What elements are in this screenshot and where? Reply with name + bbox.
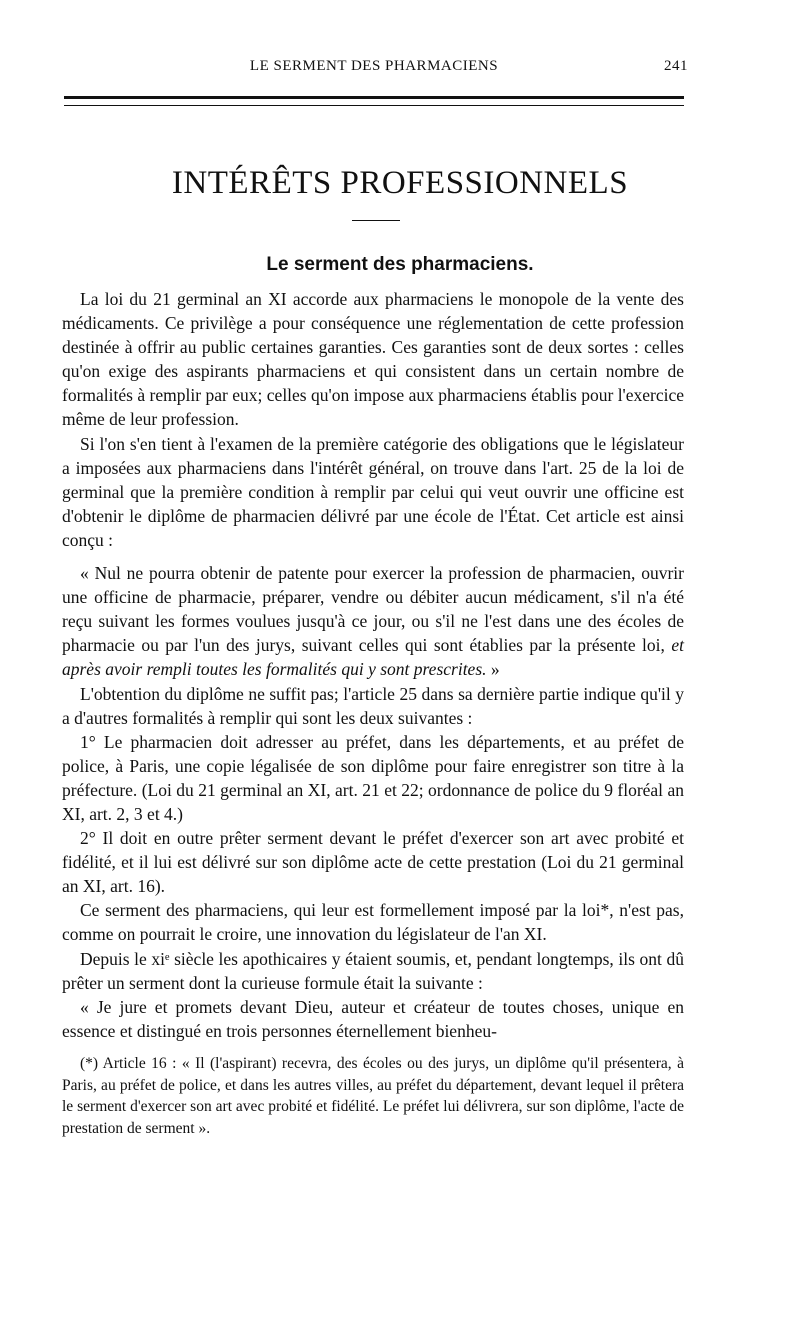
- section-title: INTÉRÊTS PROFESSIONNELS: [171, 165, 629, 201]
- paragraph: Si l'on s'en tient à l'examen de la première catégorie des obligations que le législateur a imposées aux pharmaciens dans l'intérêt général, on trouve dans l'art. 25 de la loi de germinal que la première condition à remplir par celui qui veut ouvrir une officine est d'obtenir le diplôme de pharmacien délivré par une école de l'État. Cet article est ainsi conçu :: [62, 433, 684, 550]
- quote-italic: et après avoir rempli toutes les formalités qui y sont prescrites.: [62, 635, 684, 680]
- article-title: Le serment des pharmaciens.: [266, 254, 534, 275]
- law-quote: [62, 561, 684, 681]
- running-title: LE SERMENT DES PHARMACIENS: [249, 58, 499, 74]
- footnote: [62, 1053, 684, 1139]
- article-body: [62, 287, 684, 1043]
- paragraph: Depuis le xiᵉ siècle les apothicaires y étaient soumis, et, pendant longtemps, ils ont dû prêter un serment dont la curieuse formule était la suivante :: [62, 948, 684, 993]
- paragraph: « Je jure et promets devant Dieu, auteur et créateur de toutes choses, unique en essence et distingué en trois personnes éternellement bienheu-: [62, 996, 684, 1041]
- paragraph: L'obtention du diplôme ne suffit pas; l'article 25 dans sa dernière partie indique qu'il y a d'autres formalités à remplir qui sont les deux suivantes :: [62, 683, 684, 728]
- paragraph: 1° Le pharmacien doit adresser au préfet, dans les départements, et au préfet de police, à Paris, une copie légalisée de son diplôme pour faire enregistrer son titre à la préfecture. (Loi du 21 germinal an XI, art. 21 et 22; ordonnance de police du 9 floréal an XI, art. 2, 3 et 4.): [62, 731, 684, 824]
- footnote-text: (*) Article 16 : « Il (l'aspirant) recevra, des écoles ou des jurys, un diplôme qu'il présentera, à Paris, au préfet de police, et dans les autres villes, au préfet du département, devant lequel il prêtera le serment d'exercer son art avec probité et fidélité. Le préfet lui délivrera, sur son diplôme, l'acte de prestation de serment ».: [62, 1055, 684, 1137]
- quote-text: « Nul ne pourra obtenir de patente pour exercer la profession de pharmacien, ouvrir une officine de pharmacie, préparer, vendre ou débiter aucun médicament, s'il n'a été reçu suivant les formes voulues jusqu'à ce jour, ou s'il ne l'est dans une des écoles de pharmacie ou par l'un des jurys, suivant celles qui sont établies par la présente loi,: [62, 563, 684, 656]
- running-head: [64, 58, 688, 80]
- header-rule-thin: [64, 105, 684, 106]
- paragraph: Ce serment des pharmaciens, qui leur est formellement imposé par la loi*, n'est pas, comme on pourrait le croire, une innovation du législateur de l'an XI.: [62, 900, 684, 945]
- paragraph: 2° Il doit en outre prêter serment devant le préfet d'exercer son art avec probité et fidélité, et il lui est délivré sur son diplôme acte de cette prestation (Loi du 21 germinal an XI, art. 16).: [62, 828, 684, 897]
- paragraph: La loi du 21 germinal an XI accorde aux pharmaciens le monopole de la vente des médicaments. Ce privilège a pour conséquence une réglementation de cette profession destinée à offrir au public certaines garanties. Ces garanties sont de deux sortes : celles qu'on exige des aspirants pharmaciens et qui consistent dans un certain nombre de formalités à remplir par eux; celles qu'on impose aux pharmaciens établis pour l'exercice même de leur profession.: [62, 289, 684, 430]
- quote-close: »: [486, 659, 500, 680]
- header-rule-thick: [64, 96, 684, 99]
- section-divider: [352, 220, 400, 221]
- page-number: 241: [664, 58, 688, 74]
